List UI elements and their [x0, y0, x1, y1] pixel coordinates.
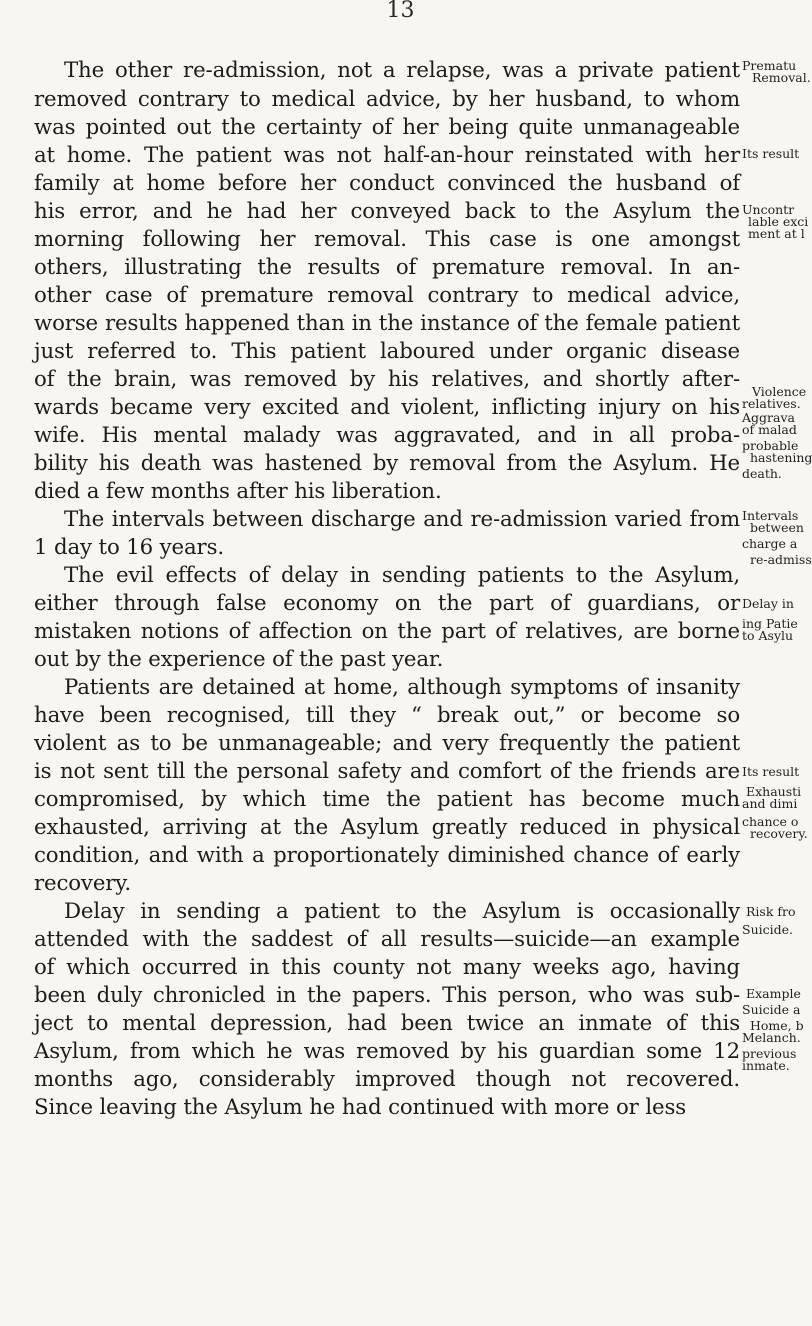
margin-note-line: lable exci	[748, 214, 809, 229]
margin-note	[742, 766, 801, 778]
margin-note-line: and dimi	[742, 796, 798, 811]
text-line: attended with the saddest of all results—suicide—an example	[34, 927, 740, 952]
margin-note	[742, 598, 801, 642]
text-line: been duly chronicled in the papers. This person, who was sub-	[34, 983, 740, 1008]
margin-note-line: charge a	[742, 536, 798, 551]
text-line: of the brain, was removed by his relatives, and shortly after-	[34, 367, 740, 392]
margin-note	[742, 508, 812, 567]
margin-note-line: Suicide.	[742, 922, 793, 937]
margin-note-line: Exhausti	[746, 784, 802, 799]
margin-note	[742, 410, 812, 481]
text-line: of which occurred in this county not many weeks ago, having	[34, 955, 740, 980]
margin-note	[742, 148, 801, 160]
margin-note-line: Its result	[742, 764, 800, 779]
text-line: Patients are detained at home, although symptoms of insanity	[64, 675, 740, 700]
margin-note	[742, 58, 811, 85]
margin-note-line: ment at l	[748, 226, 805, 241]
text-line: at home. The patient was not half-an-hour reinstated with her	[34, 143, 740, 168]
margin-note-line: Suicide a	[742, 1002, 801, 1017]
margin-note-line: Delay in	[742, 596, 794, 611]
text-line: recovery.	[34, 871, 131, 896]
text-line: morning following her removal. This case is one amongst	[34, 227, 740, 252]
margin-note-line: Home, b	[750, 1018, 804, 1033]
margin-note-line: Melanch.	[742, 1030, 801, 1045]
margin-note-line: between	[750, 520, 804, 535]
text-line: mistaken notions of affection on the part of relatives, are borne	[34, 619, 740, 644]
text-line: wards became very excited and violent, inflicting injury on his	[34, 395, 740, 420]
margin-note-line: chance o	[742, 814, 799, 829]
text-line: violent as to be unmanageable; and very frequently the patient	[34, 731, 740, 756]
text-line: out by the experience of the past year.	[34, 647, 444, 672]
margin-note-line: recovery.	[750, 826, 808, 841]
text-line: Asylum, from which he was removed by his guardian some 12	[34, 1039, 740, 1064]
margin-note-line: Aggrava	[742, 410, 795, 425]
text-line: Delay in sending a patient to the Asylum is occasionally	[64, 899, 740, 924]
text-line: bility his death was hastened by removal from the Asylum. He	[34, 451, 740, 476]
margin-note	[742, 202, 809, 241]
text-line: Since leaving the Asylum he had continued with more or less	[34, 1095, 686, 1120]
margin-note-line: of malad	[742, 422, 797, 437]
margin-note-line: to Asylu	[742, 628, 794, 643]
text-line: worse results happened than in the instance of the female patient	[34, 311, 740, 336]
margin-note-line: death.	[742, 466, 782, 481]
margin-note-line: inmate.	[742, 1058, 790, 1073]
margin-note-line: Its result	[742, 146, 800, 161]
text-line: exhausted, arriving at the Asylum greatly reduced in physical	[34, 815, 740, 840]
margin-note-line: previous	[742, 1046, 797, 1061]
text-line: 1 day to 16 years.	[34, 535, 224, 560]
margin-note-line: Intervals	[742, 508, 799, 523]
margin-note-line: probable	[742, 438, 799, 453]
margin-note-line: relatives.	[742, 396, 801, 411]
text-line: his error, and he had her conveyed back to the Asylum the	[34, 199, 740, 224]
margin-note-line: ing Patie	[742, 616, 798, 631]
text-line: wife. His mental malady was aggravated, and in all proba-	[34, 423, 740, 448]
text-line: months ago, considerably improved though not recovered.	[34, 1067, 740, 1092]
text-line: others, illustrating the results of premature removal. In an-	[34, 255, 740, 280]
text-line: died a few months after his liberation.	[34, 479, 442, 504]
margin-note-line: hastening	[750, 450, 812, 465]
text-line: either through false economy on the part of guardians, or	[34, 591, 740, 616]
margin-note	[742, 906, 801, 936]
text-line: just referred to. This patient laboured under organic disease	[34, 339, 740, 364]
text-line: The other re-admission, not a relapse, was a private patient	[64, 58, 740, 83]
page-number: 13	[386, 0, 415, 23]
text-line: have been recognised, till they “ break out,” or become so	[34, 703, 740, 728]
margin-note-line: Example	[746, 986, 801, 1001]
text-line: family at home before her conduct convinced the husband of	[34, 171, 740, 196]
margin-note-line: re-admiss	[750, 552, 812, 567]
text-line: The intervals between discharge and re-admission varied from	[64, 507, 740, 532]
margin-note-line: Prematu	[742, 58, 797, 73]
margin-note-line: Removal.	[752, 70, 811, 85]
text-line: ject to mental depression, had been twice an inmate of this	[34, 1011, 740, 1036]
margin-note-line: Risk fro	[746, 904, 796, 919]
margin-note-line: Uncontr	[742, 202, 795, 217]
text-line: other case of premature removal contrary to medical advice,	[34, 283, 740, 308]
text-line: The evil effects of delay in sending patients to the Asylum,	[64, 563, 740, 588]
text-line: was pointed out the certainty of her being quite unmanageable	[34, 115, 740, 140]
text-line: compromised, by which time the patient has become much	[34, 787, 740, 812]
margin-note	[742, 384, 807, 411]
text-line: condition, and with a proportionately diminished chance of early	[34, 843, 740, 868]
margin-note	[742, 784, 808, 841]
margin-note-line: Violence	[752, 384, 807, 399]
text-line: removed contrary to medical advice, by her husband, to whom	[34, 87, 740, 112]
text-line: is not sent till the personal safety and comfort of the friends are	[34, 759, 740, 784]
margin-note	[742, 986, 804, 1073]
